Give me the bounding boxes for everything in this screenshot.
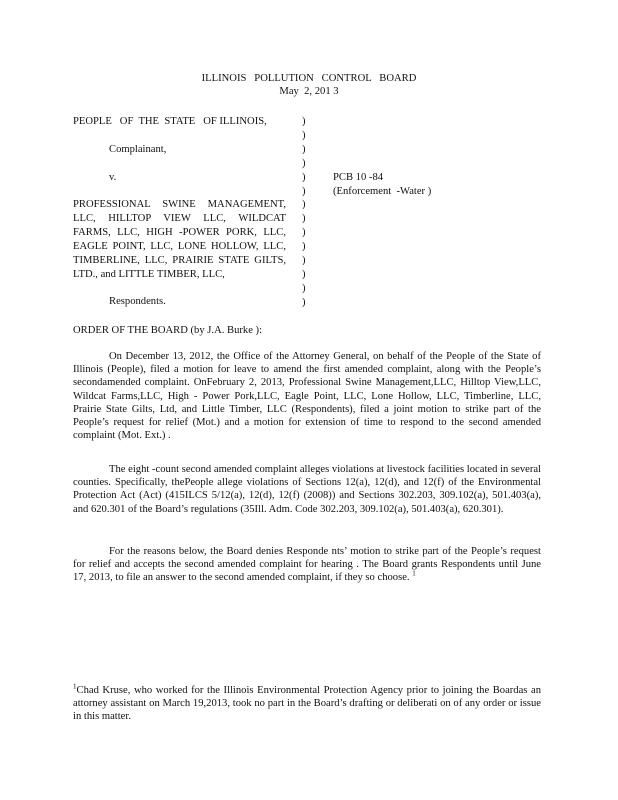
paragraph-ruling <box>73 545 541 585</box>
defendants-list: PROFESSIONAL SWINE MANAGEMENT, LLC, HILLTOP VIEW LLC, WILDCAT FARMS, LLC, HIGH -POWER PORK, LLC, EAGLE POINT, LLC, LONE HOLLOW, LLC, TIMBERLINE, LLC, PRAIRIE STATE GILTS, LTD., and LITTLE TIMBER, LLC, <box>73 199 286 280</box>
plaintiff-name: PEOPLE OF THE STATE OF ILLINOIS, <box>73 116 267 127</box>
paren: ) <box>302 213 306 225</box>
case-type: (Enforcement -Water ) <box>333 186 432 197</box>
paragraph-allegations: The eight -count second amended complaint alleges violations at livestock facilities located in several counties. Specifically, thePeople allege violations of Sections 12(a), 12(d), and 12(f) of the Environmental Protection Act (Act) (415ILCS 5/12(a), 12(d), 12(f) (2008)) and Sections 302.203, 309.102(a), 501.403(a), and 620.301 of the Board’s regulations (35Ill. Adm. Code 302.203, 309.102(a), 501.403(a), 620.301). <box>73 464 541 515</box>
paren: ) <box>302 268 306 280</box>
paren: ) <box>302 282 306 294</box>
paragraph-intro: On December 13, 2012, the Office of the Attorney General, on behalf of the People of the State of Illinois (People), filed a motion for leave to amend the first amended complaint, along with the People’s secondamended complaint. OnFebruary 2, 2013, Professional Swine Management,LLC, Hilltop View,LLC, Wildcat Farms,LLC, High - Power Pork,LLC, Eagle Point, LLC, Lone Hollow, LLC, Timberline, LLC, Prairie State Gilts, Ltd, and Little Timber, LLC (Respondents), filed a joint motion to strike part of the People’s request for relief (Mot.) and a motion for extension of time to respond to the second amended complaint (Mot. Ext.) . <box>73 351 541 442</box>
footnote <box>73 684 541 724</box>
paren: ) <box>302 227 306 239</box>
respondents-label: Respondents. <box>109 296 166 307</box>
paren: ) <box>302 241 306 253</box>
footnote-divider <box>73 674 193 675</box>
footnote-text: Chad Kruse, who worked for the Illinois Environmental Protection Agency prior to joining the Boardas an attorney assistant on March 19,2013, took no part in the Board’s drafting or deliberati on of any order or issue in this matter. <box>73 685 541 723</box>
paren: ) <box>302 255 306 267</box>
order-date: May 2, 201 3 <box>279 86 339 98</box>
paragraph-ruling-text: For the reasons below, the Board denies Responde nts’ motion to strike part of the People’s request for relief and accepts the second amended complaint for hearing . The Board grants Respondents until June 17, 2013, to file an answer to the second amended complaint, if they so choose. <box>73 546 541 584</box>
paren: ) <box>302 157 306 169</box>
order-heading: ORDER OF THE BOARD (by J.A. Burke ): <box>73 325 263 336</box>
complainant-label: Complainant, <box>109 144 167 155</box>
paren: ) <box>302 143 306 155</box>
paren: ) <box>302 171 306 183</box>
paren: ) <box>302 296 306 308</box>
versus-label: v. <box>109 172 117 183</box>
paren: ) <box>302 116 306 127</box>
paren: ) <box>302 129 306 141</box>
footnote-marker: 1 <box>73 682 77 691</box>
footnote-reference: 1 <box>412 569 416 578</box>
header-block <box>0 72 618 98</box>
caption-parentheses <box>302 115 310 310</box>
paren: ) <box>302 185 306 197</box>
paren: ) <box>302 199 306 211</box>
case-number: PCB 10 -84 <box>333 172 384 183</box>
agency-title: ILLINOIS POLLUTION CONTROL BOARD <box>201 73 417 84</box>
